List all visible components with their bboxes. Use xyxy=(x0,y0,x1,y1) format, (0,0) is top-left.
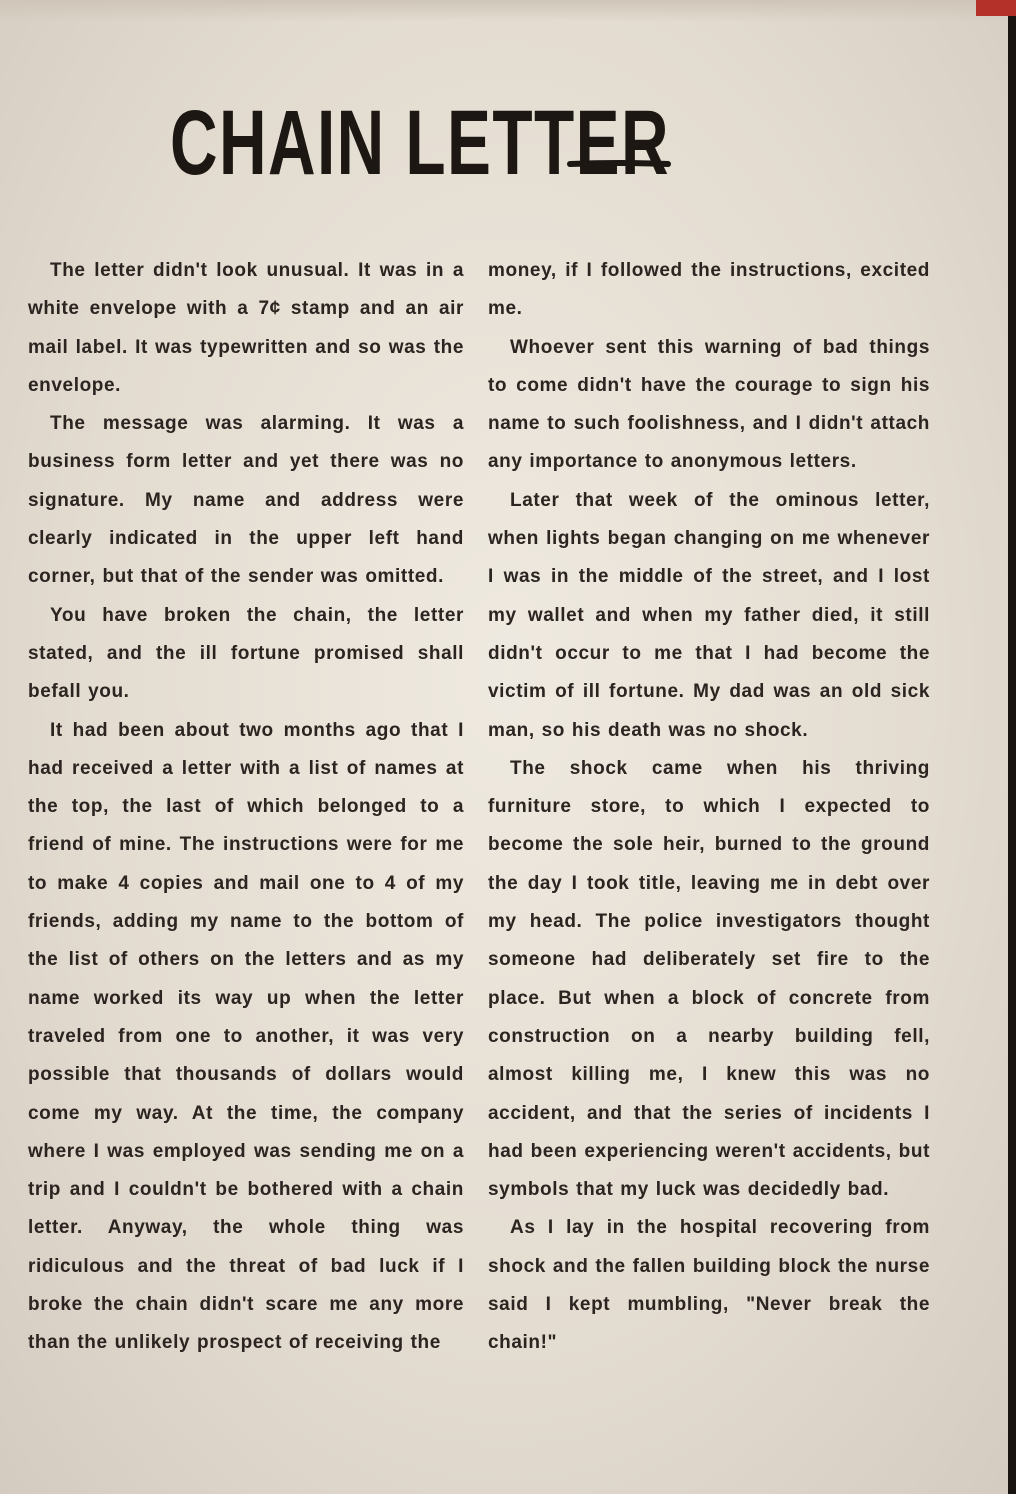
left-paragraph-1: The letter didn't look unusual. It was in a white envelope with a 7¢ stamp and an air mail label. It was typewritten and so was the envelope. xyxy=(28,260,464,396)
page-top-shadow xyxy=(0,0,1016,22)
right-paragraph-5: As I lay in the hospital recovering from shock and the fallen building block the nurse said I kept mumbling, "Never break the chain!" xyxy=(488,1217,930,1354)
right-paragraph-4: The shock came when his thriving furniture store, to which I expected to become the sole heir, burned to the ground the day I took title, leaving me in debt over my head. The police investigators thought someone had deliberately set fire to the place. But when a block of concrete from construction on a nearby building fell, almost killing me, I knew this was no accident, and that the series of incidents I had been experiencing weren't accidents, but symbols that my luck was decidedly bad. xyxy=(488,757,930,1201)
title-underline xyxy=(570,163,668,164)
left-column xyxy=(28,252,464,1363)
page-right-edge xyxy=(1008,0,1016,1494)
story-title xyxy=(170,78,730,198)
right-paragraph-1: money, if I followed the instructions, excited me. xyxy=(488,260,930,320)
left-paragraph-3: You have broken the chain, the letter stated, and the ill fortune promised shall befall you. xyxy=(28,604,464,703)
right-paragraph-3: Later that week of the ominous letter, when lights began changing on me whenever I was in the middle of the street, and I lost my wallet and when my father died, it still didn't occur to me that I had become the victim of ill fortune. My dad was an old sick man, so his death was no shock. xyxy=(488,489,930,741)
right-column xyxy=(488,252,930,1363)
page-corner-fragment xyxy=(976,0,1016,16)
right-paragraph-2: Whoever sent this warning of bad things to come didn't have the courage to sign his name to such foolishness, and I didn't attach any importance to anonymous letters. xyxy=(488,336,930,473)
left-paragraph-4: It had been about two months ago that I had received a letter with a list of names at the top, the last of which belonged to a friend of mine. The instructions were for me to make 4 copies and mail one to 4 of my friends, adding my name to the bottom of the list of others on the letters and as my name worked its way up when the letter traveled from one to another, it was very possible that thousands of dollars would come my way. At the time, the company where I was employed was sending me on a trip and I couldn't be bothered with a chain letter. Anyway, the whole thing was ridiculous and the threat of bad luck if I broke the chain didn't scare me any more than the unlikely prospect of receiving the xyxy=(28,719,464,1354)
left-paragraph-2: The message was alarming. It was a business form letter and yet there was no signature. My name and address were clearly indicated in the upper left hand corner, but that of the sender was omitted. xyxy=(28,413,464,588)
story-title-text: CHAIN LETTER xyxy=(170,92,670,194)
